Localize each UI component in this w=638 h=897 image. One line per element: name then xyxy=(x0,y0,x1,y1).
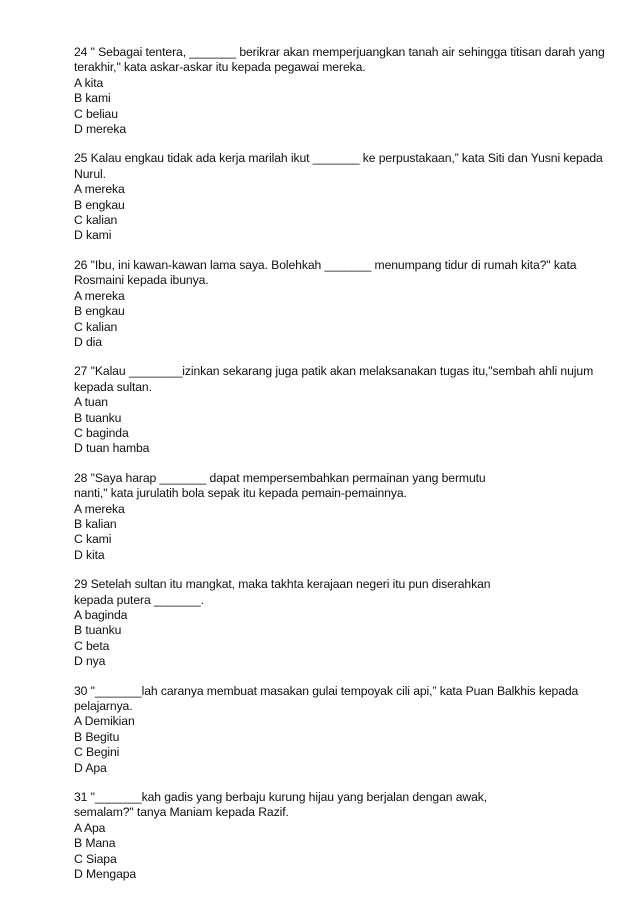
option-d: D tuan hamba xyxy=(74,441,150,456)
option-c: C baginda xyxy=(74,425,129,440)
option-c: C kami xyxy=(74,532,112,547)
option-b: B tuanku xyxy=(74,623,122,638)
option-b: B engkau xyxy=(74,197,125,212)
question-stem-line: Nurul. xyxy=(74,166,106,181)
option-d: D nya xyxy=(74,654,106,669)
question-stem-line: terakhir," kata askar-askar itu kepada pegawai mereka. xyxy=(74,60,366,75)
question-stem-line: 28 "Saya harap _______ dapat mempersembahkan permainan yang bermutu xyxy=(74,470,486,485)
option-d: D kami xyxy=(74,228,112,243)
option-d: D dia xyxy=(74,334,102,349)
option-a: A Demikian xyxy=(74,714,135,729)
question-30 xyxy=(74,684,594,776)
option-c: C Siapa xyxy=(74,851,117,866)
question-stem-line: pelajarnya. xyxy=(74,699,133,714)
question-stem-line: 24 " Sebagai tentera, _______ berikrar akan memperjuangkan tanah air sehingga titisan darah yang xyxy=(74,45,605,59)
question-stem-line: 29 Setelah sultan itu mangkat, maka takhta kerajaan negeri itu pun diserahkan xyxy=(74,577,491,592)
question-stem-line: 27 "Kalau ________izinkan sekarang juga patik akan melaksanakan tugas itu,"sembah ahli nujum xyxy=(74,364,594,379)
question-24 xyxy=(74,45,605,137)
question-stem-line: 25 Kalau engkau tidak ada kerja marilah ikut _______ ke perpustakaan,” kata Siti dan Yusni kepada xyxy=(74,151,603,166)
option-c: C kalian xyxy=(74,213,118,228)
option-b: B Mana xyxy=(74,836,116,851)
question-25 xyxy=(74,151,603,243)
question-stem-line: semalam?" tanya Maniam kepada Razif. xyxy=(74,805,289,820)
question-stem-line: nanti," kata jurulatih bola sepak itu kepada pemain-pemainnya. xyxy=(74,486,407,501)
question-26 xyxy=(74,258,594,350)
question-stem-line: kepada putera _______. xyxy=(74,592,204,607)
question-stem-line: 30 "_______lah caranya membuat masakan gulai tempoyak cili api,” kata Puan Balkhis kepada xyxy=(74,683,579,698)
question-29 xyxy=(74,577,594,669)
option-c: C beta xyxy=(74,638,110,653)
option-d: D Apa xyxy=(74,760,107,775)
option-c: C kalian xyxy=(74,319,118,334)
question-stem-line: Rosmaini kepada ibunya. xyxy=(74,273,209,288)
option-b: B kami xyxy=(74,91,111,106)
document-page xyxy=(74,45,605,897)
option-b: B Begitu xyxy=(74,729,120,744)
option-a: A mereka xyxy=(74,501,125,516)
option-b: B kalian xyxy=(74,516,117,531)
question-28 xyxy=(74,471,594,563)
option-c: C Begini xyxy=(74,745,120,760)
option-b: B engkau xyxy=(74,304,125,319)
question-27 xyxy=(74,364,594,456)
question-stem-line: 31 "_______kah gadis yang berbaju kurung hijau yang berjalan dengan awak, xyxy=(74,790,488,805)
question-stem-line: kepada sultan. xyxy=(74,379,152,394)
option-a: A Apa xyxy=(74,820,106,835)
option-a: A mereka xyxy=(74,288,125,303)
option-a: A kita xyxy=(74,75,104,90)
option-d: D mereka xyxy=(74,122,127,137)
option-b: B tuanku xyxy=(74,410,122,425)
option-d: D kita xyxy=(74,547,105,562)
question-31 xyxy=(74,790,594,882)
question-stem-line: 26 "Ibu, ini kawan-kawan lama saya. Bolehkah _______ menumpang tidur di rumah kita?" kata xyxy=(74,257,577,272)
option-a: A baginda xyxy=(74,608,128,622)
option-a: A mereka xyxy=(74,182,125,197)
option-d: D Mengapa xyxy=(74,867,137,882)
option-a: A tuan xyxy=(74,395,108,410)
option-c: C beliau xyxy=(74,106,118,121)
